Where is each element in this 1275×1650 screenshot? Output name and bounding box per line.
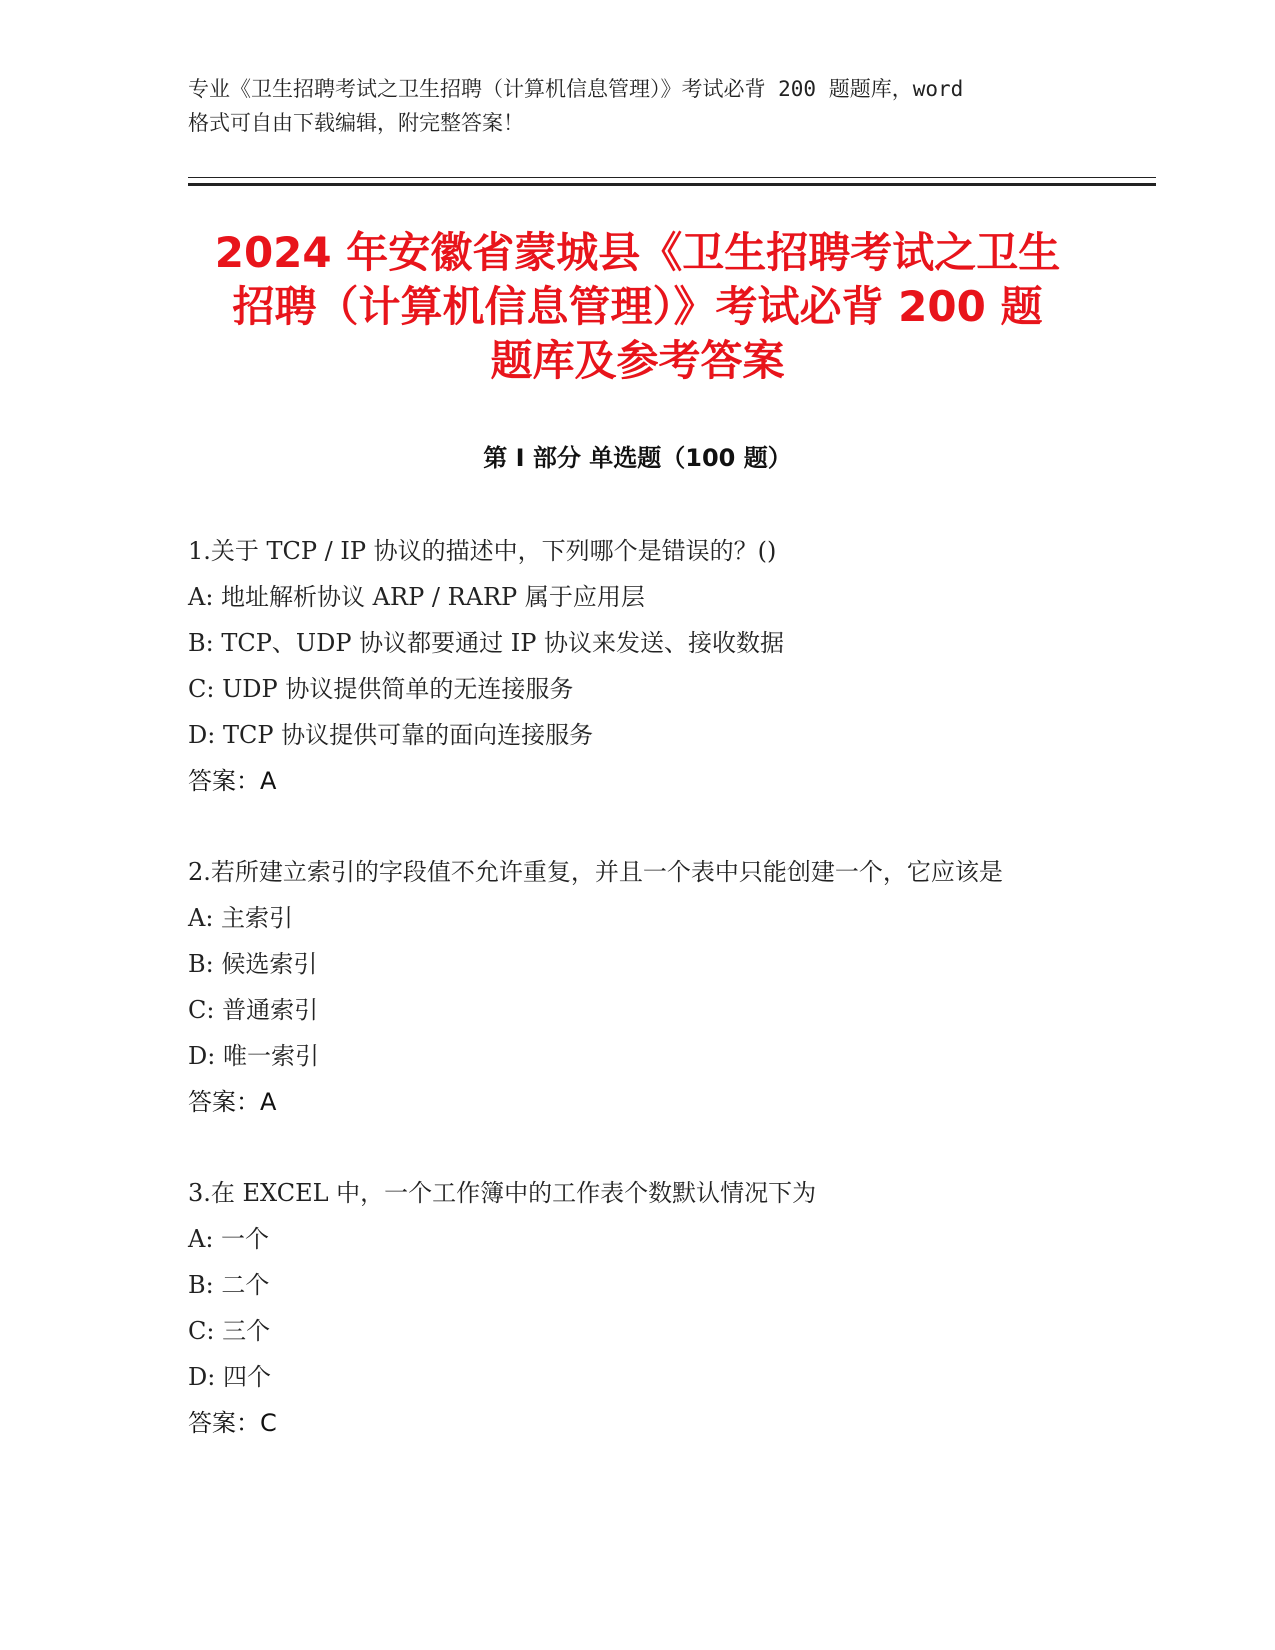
option-d: D: 四个 (188, 1363, 271, 1391)
option-c: C: 三个 (188, 1317, 271, 1345)
option-d: D: TCP 协议提供可靠的面向连接服务 (188, 721, 594, 749)
answer: 答案：A (188, 767, 277, 795)
question-stem: 2.若所建立索引的字段值不允许重复，并且一个表中只能创建一个，它应该是 (188, 858, 1003, 886)
question-1 (188, 528, 1088, 804)
answer: 答案：C (188, 1409, 277, 1437)
option-b: B: 二个 (188, 1271, 270, 1299)
section-heading: 第 I 部分 单选题（100 题） (483, 444, 792, 472)
title-line-2: 招聘（计算机信息管理）》考试必背 200 题 (232, 282, 1043, 331)
option-b: B: 候选索引 (188, 950, 318, 978)
title-line-1: 2024 年安徽省蒙城县《卫生招聘考试之卫生 (214, 228, 1061, 277)
document-title (140, 226, 1135, 388)
header-note-line-2: 格式可自由下载编辑，附完整答案！ (188, 111, 524, 135)
question-3 (188, 1170, 1088, 1446)
option-a: A: 地址解析协议 ARP / RARP 属于应用层 (188, 583, 645, 611)
answer: 答案：A (188, 1088, 277, 1116)
option-b: B: TCP、UDP 协议都要通过 IP 协议来发送、接收数据 (188, 629, 785, 657)
option-c: C: UDP 协议提供简单的无连接服务 (188, 675, 574, 703)
option-d: D: 唯一索引 (188, 1042, 319, 1070)
title-line-3: 题库及参考答案 (490, 336, 785, 385)
option-c: C: 普通索引 (188, 996, 319, 1024)
header-note (188, 72, 1088, 140)
question-stem: 1.关于 TCP / IP 协议的描述中，下列哪个是错误的？() (188, 537, 777, 565)
question-stem: 3.在 EXCEL 中，一个工作簿中的工作表个数默认情况下为 (188, 1179, 817, 1207)
question-2 (188, 849, 1088, 1125)
header-divider-thin (188, 177, 1156, 178)
option-a: A: 一个 (188, 1225, 270, 1253)
header-note-line-1: 专业《卫生招聘考试之卫生招聘（计算机信息管理）》考试必背 200 题题库，word (188, 77, 964, 101)
option-a: A: 主索引 (188, 904, 294, 932)
header-divider-thick (188, 183, 1156, 186)
question-list (188, 528, 1088, 1491)
